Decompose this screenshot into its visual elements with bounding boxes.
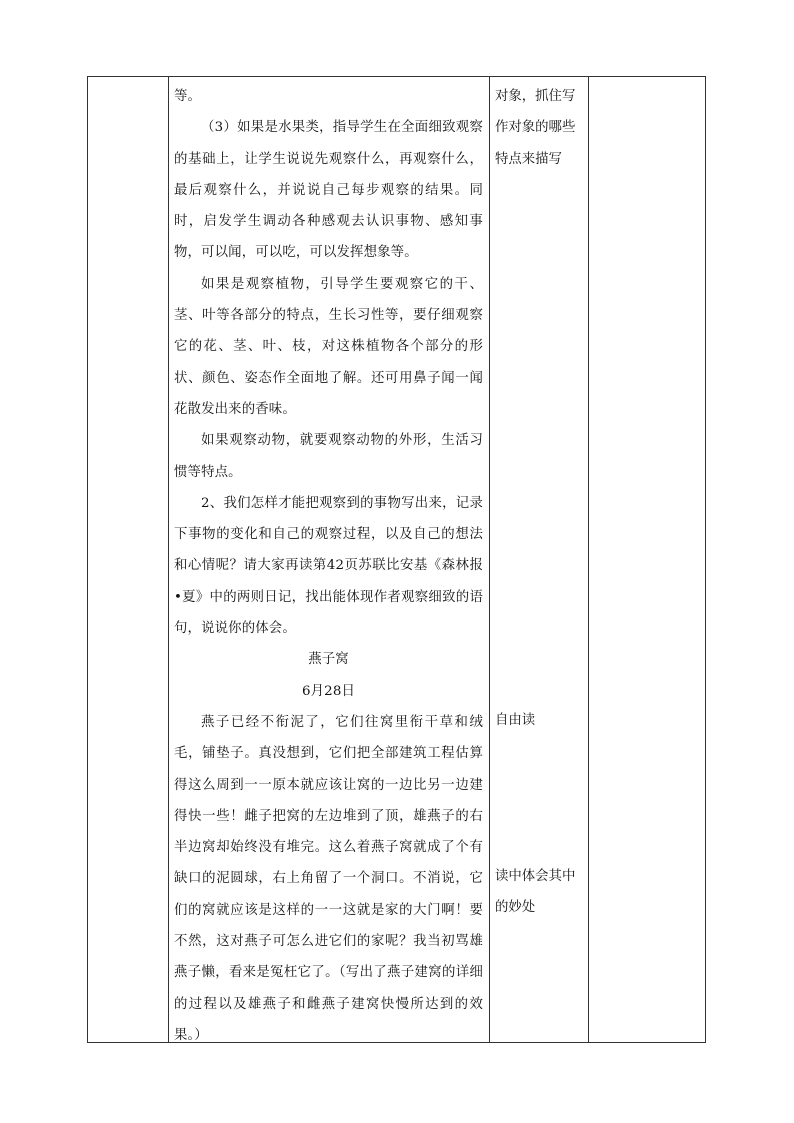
diary-title: 燕子窝 [308,652,349,668]
paragraph: 如果是观察植物，引导学生要观察它的干、茎、叶等各部分的特点，生长习性等，要仔细观察它的花、茎、叶、枝，对这株植物各个部分的形状、颜色、姿态作全面地了解。还可用鼻子闻一闻花散发出来的香味。 [174,276,483,417]
paragraph: 2、我们怎样才能把观察到的事物写出来，记录下事物的变化和自己的观察过程，以及自己的想法和心情呢？请大家再读第42页苏联比安基《森林报•夏》中的两则日记，找出能体现作者观察细致的语句，说说你的体会。 [174,495,483,637]
teaching-process-cell [168,77,489,1042]
diary-date: 6月28日 [301,683,356,699]
side-note: 对象，抓住写作对象的哪些特点来描写 [495,89,576,167]
side-note: 自由读 [495,713,536,728]
left-margin-cell [88,77,168,1042]
student-activity-cell [489,77,588,1042]
lesson-plan-table [87,76,706,1043]
paragraph: 如果观察动物，就要观察动物的外形，生活习惯等特点。 [174,433,483,480]
right-empty-cell [588,77,705,1042]
paragraph: 燕子已经不衔泥了，它们往窝里衔干草和绒毛，铺垫子。真没想到，它们把全部建筑工程估算得这么周到一一原本就应该让窝的一边比另一边建得快一些！雌子把窝的左边堆到了顶，雄燕子的右半边窝却始终没有堆完。这么着燕子窝就成了个有缺口的泥圆球，右上角留了一个洞口。不消说，它们的窝就应该是这样的一一这就是家的大门啊！要不然，这对燕子可怎么进它们的家呢？我当初骂雄燕子懒，看来是冤枉它了。（写出了燕子建窝的详细的过程以及雄燕子和雌燕子建窝快慢所达到的效果。） [174,714,483,1043]
side-note: 读中体会其中的妙处 [495,869,576,916]
paragraph: （3）如果是水果类，指导学生在全面细致观察的基础上，让学生说说先观察什么，再观察什么，最后观察什么，并说说自己每步观察的结果。同时，启发学生调动各种感观去认识事物、感知事物，可以闻，可以吃，可以发挥想象等。 [174,120,483,261]
paragraph: 等。 [174,89,202,104]
